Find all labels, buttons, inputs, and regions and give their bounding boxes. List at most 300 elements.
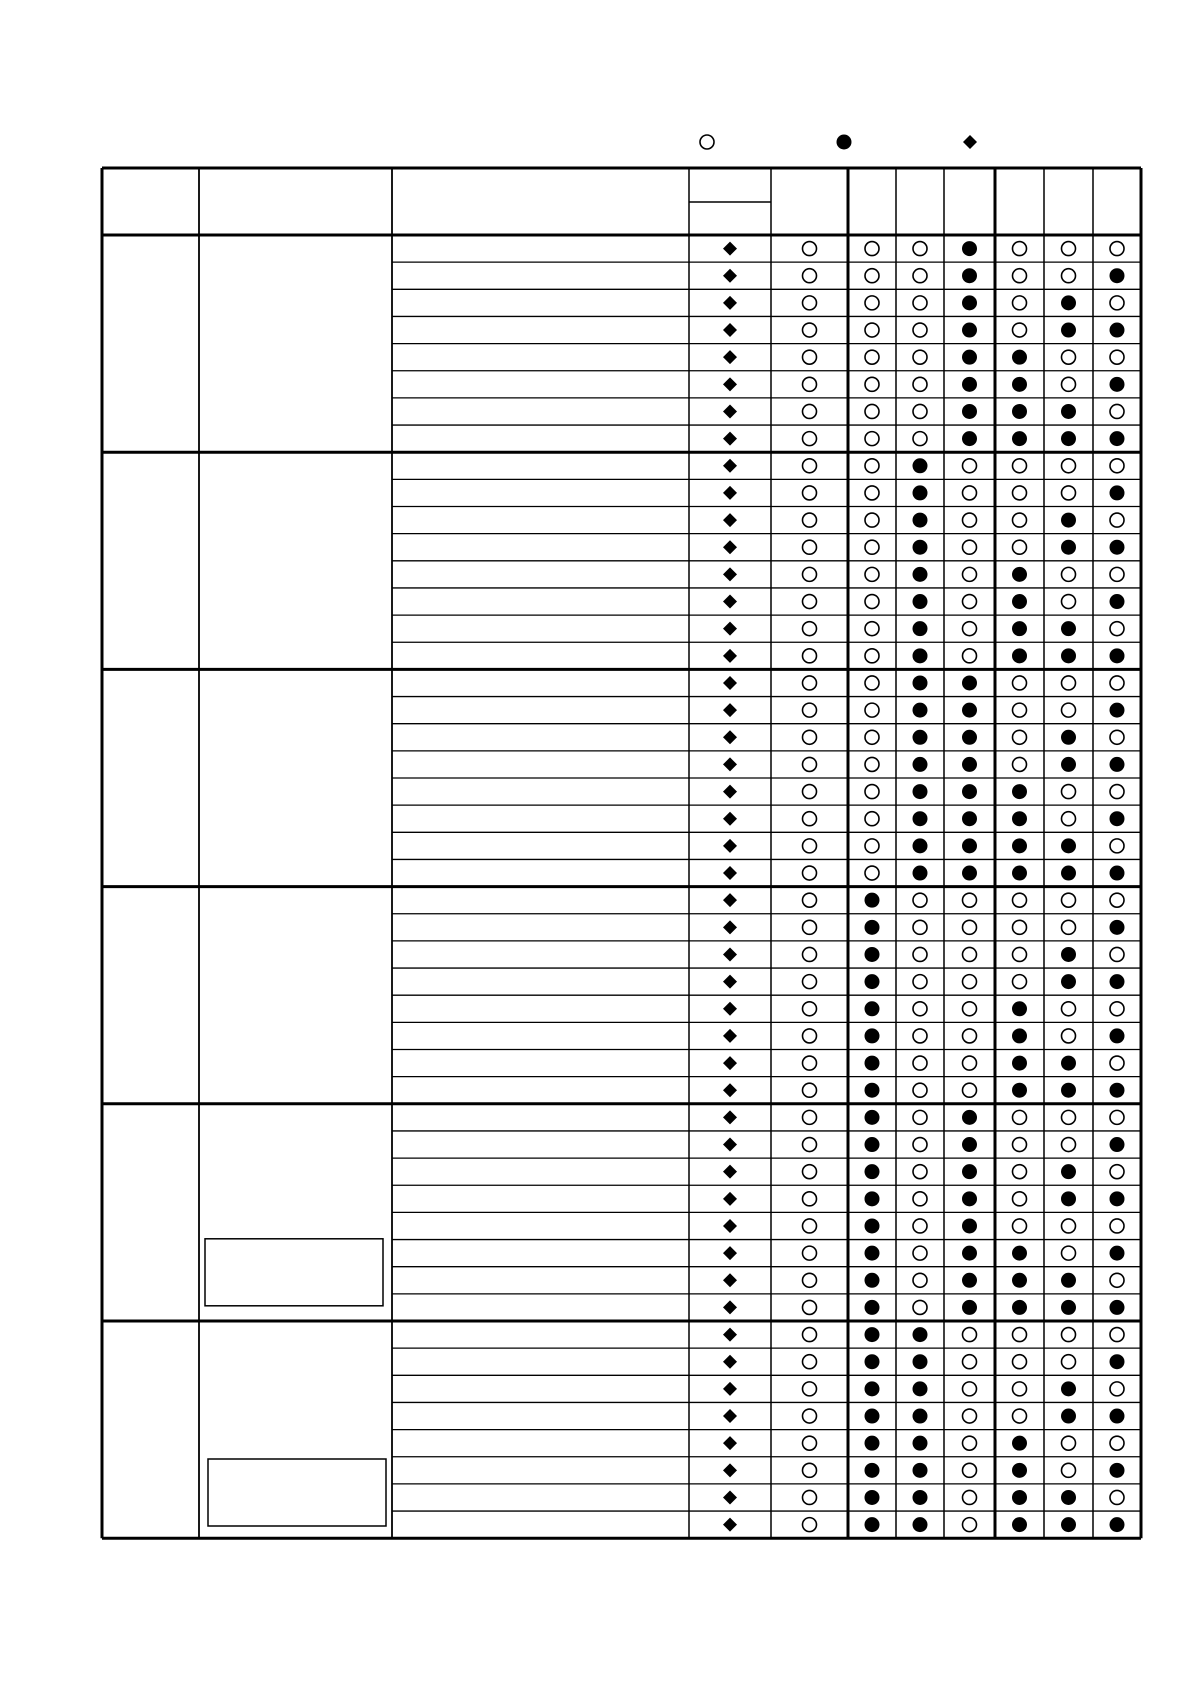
table-row bbox=[392, 262, 1141, 289]
filled-circle-mark bbox=[865, 893, 880, 908]
table-row bbox=[392, 1022, 1141, 1049]
row-label-cell bbox=[392, 669, 689, 696]
open-circle-mark bbox=[865, 866, 879, 880]
open-circle-mark bbox=[803, 703, 817, 717]
table-row bbox=[392, 1158, 1141, 1185]
open-circle-mark bbox=[913, 920, 927, 934]
open-circle-mark bbox=[1062, 1219, 1076, 1233]
row-label-cell bbox=[392, 1212, 689, 1239]
open-circle-mark bbox=[1110, 730, 1124, 744]
open-circle-mark bbox=[1013, 242, 1027, 256]
open-circle-mark bbox=[865, 432, 879, 446]
open-circle-mark bbox=[803, 296, 817, 310]
open-circle-mark bbox=[803, 323, 817, 337]
row-label-cell bbox=[392, 941, 689, 968]
row-label-cell bbox=[392, 507, 689, 534]
row-label-cell bbox=[392, 1484, 689, 1511]
open-circle-mark bbox=[865, 296, 879, 310]
open-circle-mark bbox=[963, 1029, 977, 1043]
open-circle-mark bbox=[1062, 377, 1076, 391]
open-circle-mark bbox=[963, 622, 977, 636]
filled-circle-mark bbox=[865, 1273, 880, 1288]
diamond-mark bbox=[723, 1328, 737, 1342]
open-circle-mark bbox=[865, 269, 879, 283]
diamond-mark bbox=[723, 622, 737, 636]
filled-circle-mark bbox=[1012, 350, 1027, 365]
header-cell bbox=[944, 168, 995, 235]
open-circle-mark bbox=[803, 1029, 817, 1043]
diamond-mark bbox=[723, 1165, 737, 1179]
filled-circle-mark bbox=[962, 241, 977, 256]
open-circle-mark bbox=[1062, 269, 1076, 283]
filled-circle-mark bbox=[913, 594, 928, 609]
row-label-cell bbox=[392, 887, 689, 914]
open-circle-mark bbox=[1062, 1029, 1076, 1043]
group-label-cell bbox=[102, 669, 199, 886]
open-circle-mark bbox=[1013, 296, 1027, 310]
filled-circle-mark bbox=[962, 404, 977, 419]
open-circle-mark bbox=[803, 1138, 817, 1152]
filled-circle-mark bbox=[962, 350, 977, 365]
row-label-cell bbox=[392, 751, 689, 778]
filled-circle-mark bbox=[962, 838, 977, 853]
open-circle-mark bbox=[963, 920, 977, 934]
open-circle-mark bbox=[803, 676, 817, 690]
header-cell bbox=[102, 168, 199, 235]
diamond-mark bbox=[723, 242, 737, 256]
filled-circle-mark bbox=[913, 1436, 928, 1451]
filled-circle-mark bbox=[1110, 540, 1125, 555]
filled-circle-mark bbox=[913, 621, 928, 636]
diamond-mark bbox=[723, 1138, 737, 1152]
table-row bbox=[392, 941, 1141, 968]
diamond-mark bbox=[723, 1490, 737, 1504]
filled-circle-mark bbox=[1110, 1028, 1125, 1043]
open-circle-mark bbox=[963, 1409, 977, 1423]
filled-circle-mark bbox=[1012, 1001, 1027, 1016]
open-circle-mark bbox=[803, 377, 817, 391]
open-circle-mark bbox=[803, 893, 817, 907]
open-circle-mark bbox=[1110, 893, 1124, 907]
open-circle-mark bbox=[963, 459, 977, 473]
filled-circle-mark bbox=[1061, 730, 1076, 745]
row-label-cell bbox=[392, 1240, 689, 1267]
table-row bbox=[392, 507, 1141, 534]
open-circle-mark bbox=[865, 540, 879, 554]
filled-circle-mark bbox=[913, 811, 928, 826]
open-circle-mark bbox=[865, 595, 879, 609]
filled-circle-mark bbox=[1061, 1273, 1076, 1288]
open-circle-mark bbox=[803, 1518, 817, 1532]
open-circle-mark bbox=[1013, 269, 1027, 283]
open-circle-mark bbox=[803, 1436, 817, 1450]
diamond-mark bbox=[723, 1192, 737, 1206]
filled-circle-mark bbox=[913, 513, 928, 528]
filled-circle-mark bbox=[1110, 920, 1125, 935]
note-box bbox=[205, 1239, 383, 1306]
open-circle-mark bbox=[1062, 1328, 1076, 1342]
open-circle-mark bbox=[865, 649, 879, 663]
open-circle-mark bbox=[963, 893, 977, 907]
table-row bbox=[392, 1212, 1141, 1239]
open-circle-mark bbox=[1110, 1328, 1124, 1342]
open-circle-mark bbox=[1013, 975, 1027, 989]
group-name-cell bbox=[199, 235, 392, 452]
diamond-mark bbox=[723, 1382, 737, 1396]
row-label-cell bbox=[392, 914, 689, 941]
filled-circle-mark bbox=[962, 730, 977, 745]
table-row bbox=[392, 479, 1141, 506]
open-circle-mark bbox=[865, 486, 879, 500]
diamond-mark bbox=[723, 404, 737, 418]
open-circle-mark bbox=[1110, 513, 1124, 527]
row-label-cell bbox=[392, 1294, 689, 1321]
filled-circle-mark bbox=[962, 323, 977, 338]
filled-circle-mark bbox=[962, 757, 977, 772]
open-circle-mark bbox=[865, 242, 879, 256]
table-row bbox=[392, 398, 1141, 425]
table-row bbox=[392, 1511, 1141, 1538]
open-circle-mark bbox=[913, 432, 927, 446]
filled-circle-mark bbox=[1012, 1083, 1027, 1098]
filled-circle-mark bbox=[913, 1354, 928, 1369]
table-group bbox=[102, 669, 1141, 886]
row-label-cell bbox=[392, 425, 689, 452]
filled-circle-mark bbox=[1012, 567, 1027, 582]
open-circle-mark bbox=[1110, 1273, 1124, 1287]
group-name-cell bbox=[199, 452, 392, 669]
filled-circle-mark bbox=[1061, 1300, 1076, 1315]
open-circle-mark bbox=[803, 1273, 817, 1287]
open-circle-mark bbox=[963, 1490, 977, 1504]
filled-circle-mark bbox=[865, 947, 880, 962]
open-circle-mark bbox=[1110, 785, 1124, 799]
open-circle-mark bbox=[803, 1110, 817, 1124]
group-label-cell bbox=[102, 1104, 199, 1321]
row-label-cell bbox=[392, 1022, 689, 1049]
table-row bbox=[392, 344, 1141, 371]
open-circle-mark bbox=[1013, 323, 1027, 337]
filled-circle-mark bbox=[913, 1490, 928, 1505]
table-row bbox=[392, 805, 1141, 832]
open-circle-mark bbox=[865, 350, 879, 364]
open-circle-mark bbox=[963, 595, 977, 609]
filled-circle-mark bbox=[1110, 1191, 1125, 1206]
filled-circle-mark bbox=[913, 730, 928, 745]
diamond-mark bbox=[723, 920, 737, 934]
open-circle-mark bbox=[963, 513, 977, 527]
header-cell bbox=[995, 168, 1044, 235]
diamond-mark bbox=[723, 676, 737, 690]
open-circle-mark bbox=[1013, 1138, 1027, 1152]
open-circle-mark bbox=[1062, 1436, 1076, 1450]
row-label-cell bbox=[392, 995, 689, 1022]
filled-circle-mark bbox=[1061, 431, 1076, 446]
table-row bbox=[392, 1375, 1141, 1402]
row-label-cell bbox=[392, 1131, 689, 1158]
group-label-cell bbox=[102, 887, 199, 1104]
filled-circle-mark bbox=[1061, 947, 1076, 962]
open-circle-mark bbox=[803, 730, 817, 744]
open-circle-mark bbox=[1110, 1165, 1124, 1179]
open-circle-mark bbox=[803, 757, 817, 771]
filled-circle-mark bbox=[962, 866, 977, 881]
filled-circle-mark bbox=[913, 838, 928, 853]
diamond-mark bbox=[723, 785, 737, 799]
filled-circle-mark bbox=[865, 1327, 880, 1342]
open-circle-mark bbox=[913, 947, 927, 961]
diamond-mark bbox=[723, 323, 737, 337]
open-circle-mark bbox=[865, 404, 879, 418]
filled-circle-mark bbox=[1110, 1354, 1125, 1369]
row-label-cell bbox=[392, 289, 689, 316]
open-circle-mark bbox=[803, 947, 817, 961]
filled-circle-mark bbox=[962, 1164, 977, 1179]
diamond-mark bbox=[723, 1083, 737, 1097]
table-row bbox=[392, 1402, 1141, 1429]
open-circle-mark bbox=[1062, 242, 1076, 256]
table-row bbox=[392, 859, 1141, 886]
open-circle-mark bbox=[913, 1110, 927, 1124]
diamond-mark bbox=[723, 947, 737, 961]
open-circle-mark bbox=[1013, 757, 1027, 771]
table-group bbox=[102, 452, 1141, 669]
open-circle-mark bbox=[865, 323, 879, 337]
table-row bbox=[392, 1240, 1141, 1267]
group-label-cell bbox=[102, 452, 199, 669]
open-circle-mark bbox=[1062, 486, 1076, 500]
open-circle-mark bbox=[1062, 1246, 1076, 1260]
diamond-mark bbox=[723, 703, 737, 717]
open-circle-mark bbox=[1110, 350, 1124, 364]
table-row bbox=[392, 778, 1141, 805]
diamond-mark bbox=[723, 567, 737, 581]
filled-circle-mark bbox=[962, 1218, 977, 1233]
filled-circle-mark bbox=[962, 377, 977, 392]
open-circle-mark bbox=[1062, 920, 1076, 934]
filled-circle-mark bbox=[865, 1463, 880, 1478]
open-circle-mark bbox=[803, 486, 817, 500]
table-row bbox=[392, 316, 1141, 343]
row-label-cell bbox=[392, 1267, 689, 1294]
open-circle-mark bbox=[963, 1382, 977, 1396]
table-row bbox=[392, 615, 1141, 642]
open-circle-mark bbox=[1013, 1382, 1027, 1396]
open-circle-mark bbox=[865, 459, 879, 473]
diamond-mark bbox=[723, 1056, 737, 1070]
table-row bbox=[392, 968, 1141, 995]
open-circle-mark bbox=[913, 1246, 927, 1260]
filled-circle-mark bbox=[865, 920, 880, 935]
filled-circle-mark bbox=[1012, 811, 1027, 826]
filled-circle-mark bbox=[1061, 974, 1076, 989]
filled-circle-mark bbox=[865, 1246, 880, 1261]
filled-circle-mark bbox=[1061, 404, 1076, 419]
filled-circle-mark bbox=[1110, 866, 1125, 881]
open-circle-mark bbox=[803, 595, 817, 609]
filled-circle-mark bbox=[1061, 621, 1076, 636]
filled-circle-mark bbox=[1061, 1056, 1076, 1071]
open-circle-mark bbox=[1062, 350, 1076, 364]
open-circle-mark bbox=[803, 1490, 817, 1504]
open-circle-mark bbox=[803, 513, 817, 527]
table-header bbox=[102, 168, 1141, 235]
filled-circle-mark bbox=[1061, 1490, 1076, 1505]
diamond-mark bbox=[723, 459, 737, 473]
filled-circle-mark bbox=[962, 1246, 977, 1261]
group-label-cell bbox=[102, 235, 199, 452]
filled-circle-mark bbox=[1012, 1463, 1027, 1478]
filled-circle-mark bbox=[1110, 431, 1125, 446]
open-circle-mark bbox=[913, 1002, 927, 1016]
filled-circle-mark bbox=[1012, 404, 1027, 419]
row-label-cell bbox=[392, 452, 689, 479]
open-circle-mark bbox=[1110, 839, 1124, 853]
filled-circle-mark bbox=[962, 1273, 977, 1288]
diamond-mark bbox=[723, 975, 737, 989]
open-circle-mark bbox=[1013, 459, 1027, 473]
open-circle-mark bbox=[803, 812, 817, 826]
header-cell bbox=[1044, 168, 1093, 235]
filled-circle-mark bbox=[865, 974, 880, 989]
table-row bbox=[392, 1484, 1141, 1511]
open-circle-mark bbox=[803, 404, 817, 418]
group-name-cell bbox=[199, 1321, 392, 1538]
filled-circle-mark bbox=[1061, 1381, 1076, 1396]
header-cell bbox=[1093, 168, 1141, 235]
filled-circle-mark bbox=[1061, 648, 1076, 663]
open-circle-mark bbox=[803, 540, 817, 554]
open-circle-mark bbox=[1110, 459, 1124, 473]
open-circle-mark bbox=[1062, 893, 1076, 907]
filled-circle-mark bbox=[865, 1409, 880, 1424]
diamond-mark bbox=[723, 350, 737, 364]
open-circle-mark bbox=[913, 323, 927, 337]
open-circle-mark bbox=[913, 1192, 927, 1206]
row-label-cell bbox=[392, 724, 689, 751]
filled-circle-mark bbox=[865, 1218, 880, 1233]
open-circle-mark bbox=[1110, 1110, 1124, 1124]
open-circle-mark bbox=[1013, 893, 1027, 907]
filled-circle-mark bbox=[1012, 838, 1027, 853]
row-label-cell bbox=[392, 316, 689, 343]
filled-circle-mark bbox=[1061, 540, 1076, 555]
row-label-cell bbox=[392, 1457, 689, 1484]
open-circle-mark bbox=[1062, 595, 1076, 609]
group-name-cell bbox=[199, 1104, 392, 1321]
open-circle-mark bbox=[1013, 1192, 1027, 1206]
open-circle-mark bbox=[1110, 1056, 1124, 1070]
filled-circle-mark bbox=[1012, 594, 1027, 609]
open-circle-mark bbox=[963, 1518, 977, 1532]
open-circle-mark bbox=[1013, 1165, 1027, 1179]
open-circle-mark bbox=[865, 513, 879, 527]
row-label-cell bbox=[392, 398, 689, 425]
diamond-mark bbox=[723, 730, 737, 744]
filled-circle-mark bbox=[962, 295, 977, 310]
row-label-cell bbox=[392, 859, 689, 886]
open-circle-mark bbox=[1013, 486, 1027, 500]
open-circle-mark bbox=[1062, 1138, 1076, 1152]
open-circle-mark bbox=[913, 893, 927, 907]
row-label-cell bbox=[392, 262, 689, 289]
open-circle-mark bbox=[1062, 567, 1076, 581]
open-circle-mark bbox=[803, 1002, 817, 1016]
filled-circle-mark bbox=[1061, 1164, 1076, 1179]
group-name-cell bbox=[199, 669, 392, 886]
open-circle-mark bbox=[803, 242, 817, 256]
filled-circle-mark bbox=[865, 1056, 880, 1071]
filled-circle-mark bbox=[1061, 1409, 1076, 1424]
filled-circle-mark bbox=[1012, 1300, 1027, 1315]
open-circle-mark bbox=[865, 676, 879, 690]
filled-circle-mark bbox=[1012, 866, 1027, 881]
filled-circle-mark bbox=[865, 1436, 880, 1451]
open-circle-mark bbox=[865, 622, 879, 636]
filled-circle-mark bbox=[865, 1300, 880, 1315]
filled-circle-mark bbox=[913, 485, 928, 500]
filled-circle-mark bbox=[865, 1517, 880, 1532]
open-circle-mark bbox=[913, 1029, 927, 1043]
filled-circle-mark bbox=[962, 784, 977, 799]
open-circle-mark bbox=[803, 839, 817, 853]
row-label-cell bbox=[392, 561, 689, 588]
filled-circle-mark bbox=[1110, 485, 1125, 500]
open-circle-mark bbox=[1110, 1490, 1124, 1504]
group-name-cell bbox=[199, 887, 392, 1104]
row-label-cell bbox=[392, 1348, 689, 1375]
table-row bbox=[392, 425, 1141, 452]
filled-circle-mark bbox=[913, 458, 928, 473]
open-circle-mark bbox=[1013, 1219, 1027, 1233]
filled-circle-mark bbox=[865, 1191, 880, 1206]
open-circle-mark bbox=[963, 567, 977, 581]
filled-circle-mark bbox=[865, 1110, 880, 1125]
open-circle-mark bbox=[803, 920, 817, 934]
filled-circle-mark bbox=[1061, 1191, 1076, 1206]
open-circle-mark bbox=[1013, 920, 1027, 934]
filled-circle-mark bbox=[913, 757, 928, 772]
table-row bbox=[392, 1131, 1141, 1158]
open-circle-mark bbox=[963, 1436, 977, 1450]
table-row bbox=[392, 1348, 1141, 1375]
table-row bbox=[392, 1321, 1124, 1348]
filled-circle-mark bbox=[913, 1327, 928, 1342]
open-circle-mark bbox=[1062, 1355, 1076, 1369]
header-cell bbox=[392, 168, 689, 235]
filled-circle-mark bbox=[913, 1463, 928, 1478]
open-circle-mark bbox=[1062, 676, 1076, 690]
diamond-mark bbox=[723, 1409, 737, 1423]
table-row bbox=[392, 534, 1141, 561]
filled-circle-mark bbox=[1110, 1083, 1125, 1098]
table-row bbox=[392, 995, 1141, 1022]
open-circle-mark bbox=[1062, 1002, 1076, 1016]
table-row bbox=[392, 1104, 1124, 1131]
open-circle-mark bbox=[803, 1300, 817, 1314]
filled-circle-mark bbox=[1012, 1490, 1027, 1505]
filled-circle-mark bbox=[913, 567, 928, 582]
row-label-cell bbox=[392, 615, 689, 642]
open-circle-mark bbox=[1110, 296, 1124, 310]
open-circle-mark bbox=[803, 432, 817, 446]
open-circle-mark bbox=[865, 785, 879, 799]
row-label-cell bbox=[392, 534, 689, 561]
open-circle-mark bbox=[963, 1463, 977, 1477]
header-cell bbox=[199, 168, 392, 235]
table-row bbox=[392, 588, 1141, 615]
table-row bbox=[392, 1294, 1141, 1321]
